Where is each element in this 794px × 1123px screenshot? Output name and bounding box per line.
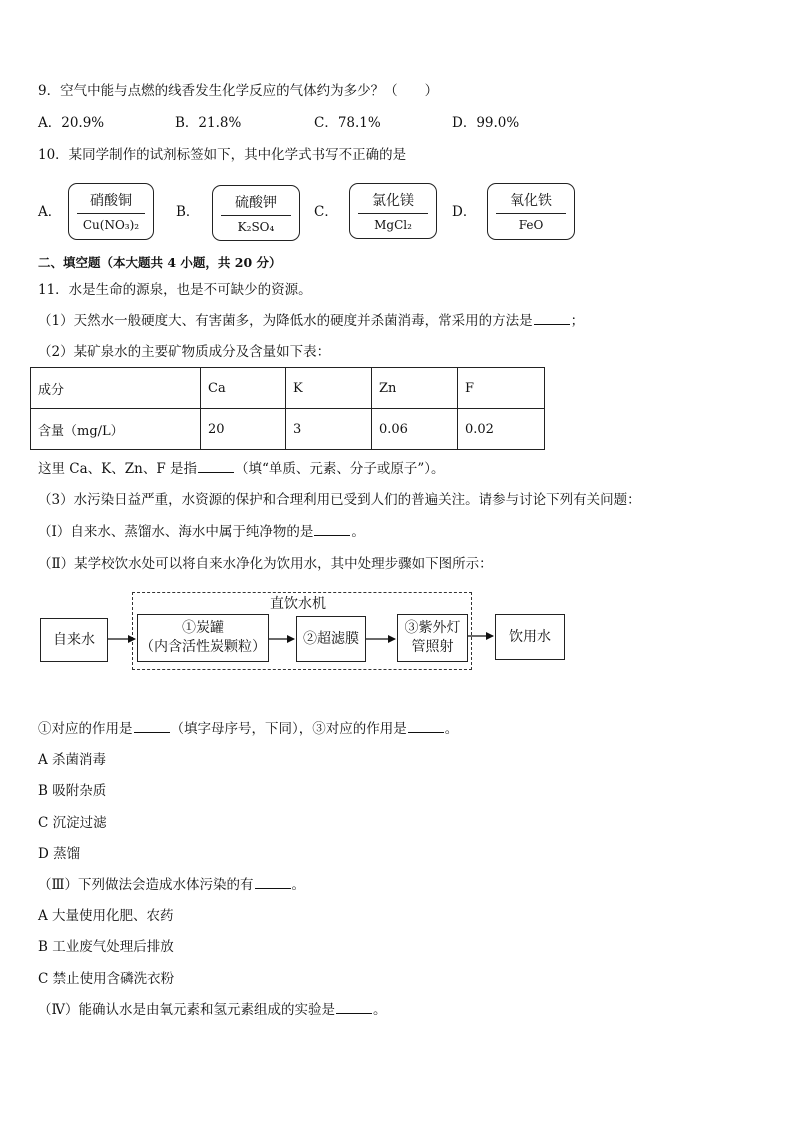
q9-option-a: A．20.9%: [38, 115, 105, 131]
flow-option-d: D 蒸馏: [38, 846, 81, 862]
q10-option-a-letter: A．: [38, 204, 62, 220]
iii-option-a: A 大量使用化肥、农药: [38, 908, 174, 924]
section-heading: 二、填空题（本大题共 4 小题，共 20 分）: [38, 255, 282, 270]
flow-option-b: B 吸附杂质: [38, 783, 107, 799]
iii-option-c: C 禁止使用含磷洗衣粉: [38, 971, 175, 987]
q11-part3-iii: [38, 876, 305, 894]
table-cell: K: [286, 368, 372, 409]
machine-label: 直饮水机: [270, 596, 326, 612]
table-cell: 0.06: [372, 409, 458, 450]
flow-step3-line2: 管照射: [411, 639, 454, 655]
q11-part2-answer-text: 这里 Ca、K、Zn、F 是指: [38, 461, 197, 477]
q11-part1-end: ；: [570, 313, 585, 329]
q11-part3-iv: [38, 1001, 387, 1019]
q11-part1-text: （1）天然水一般硬度大、有害菌多，为降低水的硬度并杀菌消毒，常采用的方法是: [38, 313, 533, 329]
flow-input-text: 自来水: [53, 631, 95, 648]
q11-part3-i-end: 。: [351, 524, 365, 540]
table-cell: Zn: [372, 368, 458, 409]
flow-option-c: C 沉淀过滤: [38, 815, 107, 831]
flow-output-text: 饮用水: [509, 628, 551, 645]
q11-part3-i-text: （Ⅰ）自来水、蒸馏水、海水中属于纯净物的是: [38, 524, 314, 540]
q10-option-d-letter: D．: [452, 204, 477, 220]
q11-part2: （2）某矿泉水的主要矿物质成分及含量如下表：: [38, 344, 331, 360]
q9-option-c: C．78.1%: [314, 115, 381, 131]
q11-part3-iv-end: 。: [373, 1002, 387, 1018]
flow-question-a: ①对应的作用是: [38, 721, 133, 737]
reagent-formula: FeO: [518, 218, 544, 232]
answer-blank[interactable]: [336, 1001, 372, 1014]
q11-part3-iv-text: （Ⅳ）能确认水是由氧元素和氢元素组成的实验是: [38, 1002, 335, 1018]
q10-option-c-letter: C．: [314, 204, 338, 220]
table-cell: F: [458, 368, 545, 409]
q11-part3-iii-end: 。: [291, 877, 306, 893]
flow-option-a: A 杀菌消毒: [38, 752, 107, 768]
q11-part3: （3）水污染日益严重，水资源的保护和合理利用已受到人们的普遍关注。请参与讨论下列有关问题：: [38, 492, 641, 508]
table-cell: 0.02: [458, 409, 545, 450]
q10-option-b-letter: B．: [176, 204, 200, 220]
table-cell: 成分: [31, 368, 201, 409]
flow-question-b: （填字母序号，下同），③对应的作用是: [170, 721, 407, 737]
reagent-formula: Cu(NO₃)₂: [82, 218, 140, 232]
reagent-name: 硝酸铜: [90, 193, 132, 209]
flow-step2-text: ②超滤膜: [303, 630, 359, 647]
q11-stem: 11．水是生命的源泉，也是不可缺少的资源。: [38, 282, 312, 298]
table-cell: 20: [201, 409, 286, 450]
table-cell: 3: [286, 409, 372, 450]
answer-blank[interactable]: [134, 720, 170, 733]
reagent-formula: MgCl₂: [374, 218, 412, 232]
table-cell: 含量（mg/L）: [31, 409, 201, 450]
iii-option-b: B 工业废气处理后排放: [38, 939, 174, 955]
flow-step1-line1: ①炭罐: [182, 620, 224, 636]
q11-part3-iii-text: （Ⅲ）下列做法会造成水体污染的有: [38, 877, 254, 893]
flow-question: [38, 720, 458, 738]
flow-question-c: 。: [444, 721, 459, 737]
answer-blank[interactable]: [255, 876, 291, 889]
reagent-name: 氧化铁: [510, 193, 552, 209]
reagent-name: 硫酸钾: [235, 195, 277, 211]
q9-option-b: B．21.8%: [175, 115, 242, 131]
flow-step3-line1: ③紫外灯: [404, 620, 461, 636]
reagent-name: 氯化镁: [372, 193, 414, 209]
flow-step1-line2: （内含活性炭颗粒）: [140, 639, 266, 655]
q9-option-d: D．99.0%: [452, 115, 520, 131]
reagent-formula: K₂SO₄: [237, 220, 275, 234]
q11-part3-ii: （Ⅱ）某学校饮水处可以将自来水净化为饮用水，其中处理步骤如下图所示：: [38, 556, 493, 572]
table-cell: Ca: [201, 368, 286, 409]
q9-stem: 9．空气中能与点燃的线香发生化学反应的气体约为多少？（ ）: [38, 83, 439, 99]
answer-blank[interactable]: [408, 720, 444, 733]
q10-stem: 10．某同学制作的试剂标签如下，其中化学式书写不正确的是: [38, 147, 407, 163]
q11-part2-answer-end: （填“单质、元素、分子或原子”）。: [235, 461, 445, 477]
